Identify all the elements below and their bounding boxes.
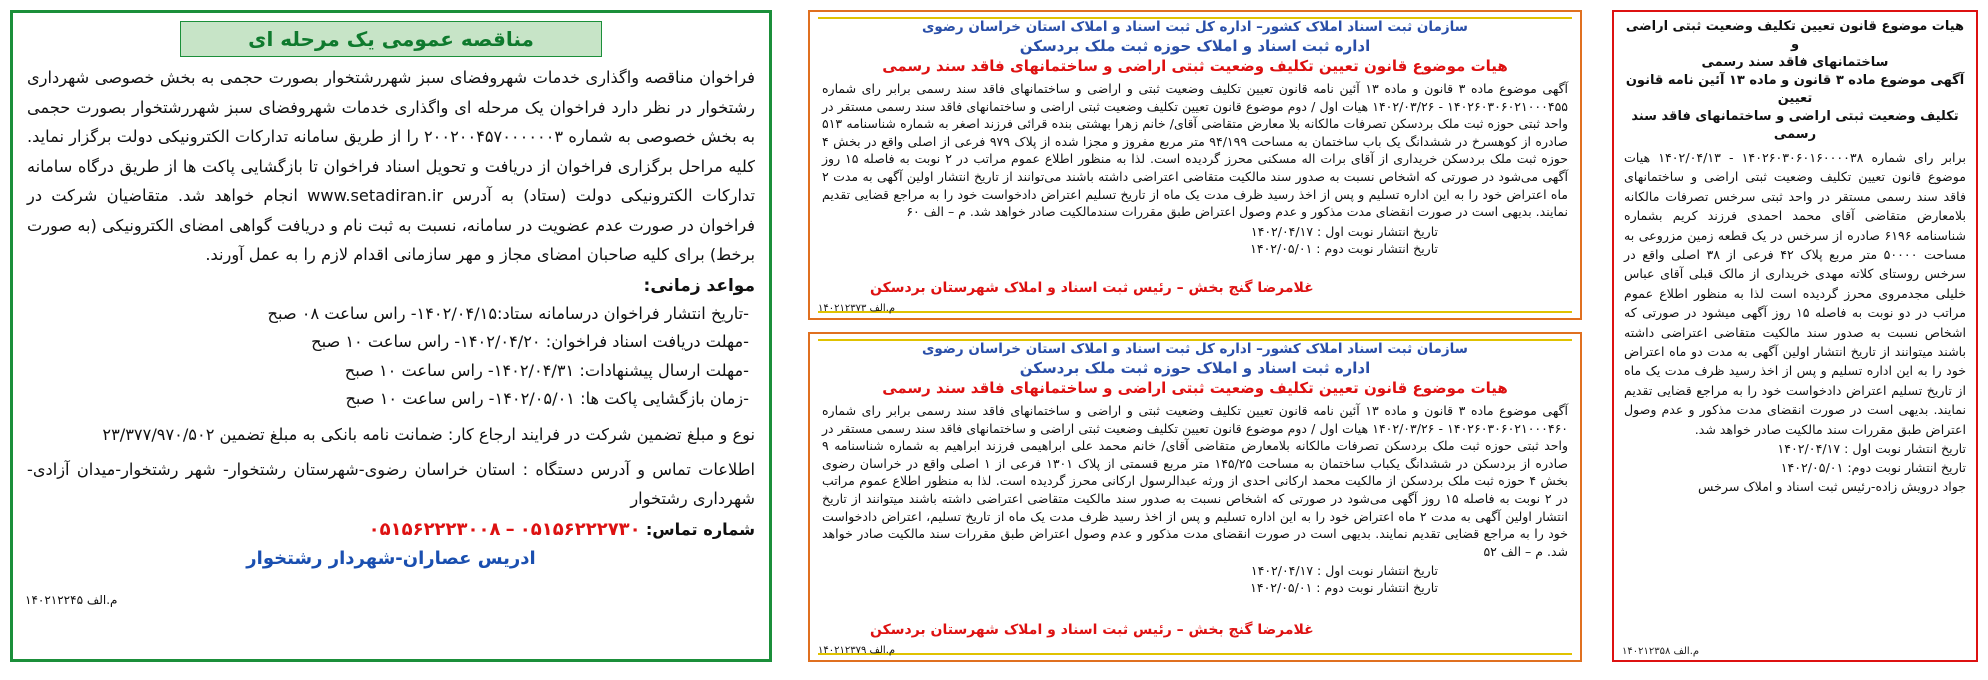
tender-body-part1: فراخوان مناقصه واگذاری خدمات شهروفضای سبز شهررشتخوار بصورت حجمی به بخش خصوصی شهرداری رشتخوار در نظر دارد فراخوان یک مرحله ای واگذاری خدمات شهروفضای سبز شهررشتخوار بصورت حجمی به بخش خصوصی به شماره ۲۰۰۲۰۰۴۵۷۰۰۰۰۰۰۳ را از طریق سامانه تدارکات الکترونیکی دولت برگزار نماید. کلیه مراحل برگزاری فراخوان از دریافت و تحویل اسناد فراخوان تا بازگشایی پاکت ها از طریق درگاه سامانه تدارکات الکترونیکی دولت (ستاد) به آدرس [27,68,756,205]
board-line: هیات موضوع قانون تعیین تکلیف وضعیت ثبتی اراضی و ساختمانهای فاقد سند رسمی [882,57,1508,75]
notice-code: ۱۴۰۲۱۲۲۴۵ م.الف [25,593,118,607]
mayor-signature: ادریس عصاران-شهردار رشتخوار [246,547,536,569]
publish-date-first: تاریخ انتشار نوبت اول : ۱۴۰۲/۰۴/۱۷ [1250,563,1438,579]
notice-body: آگهی موضوع ماده ۳ قانون و ماده ۱۳ آئین نامه قانون تعیین تکلیف وضعیت ثبتی و اراضی و ساختمانهای فاقد سند رسمی برابر رای شماره ۱۴۰۲۶۰۳۰۶۰۲۱۰۰۰۴۵۵ - ۱۴۰۲/۰۳/۲۶ هیات اول / دوم موضوع قانون تعیین تکلیف وضعیت ثبتی اراضی و ساختمانهای فاقد سند رسمی مستقر در واحد ثبتی حوزه ثبت ملک بردسکن تصرفات مالکانه بلا معارض متقاضی آقای/ خانم زهرا بهشتی بنده قرائی فرزند اصغر به شماره شناسنامه ۵۱۳ صادره از کوهسرخ در ششدانگ یک باب ساختمان به مساحت ۹۴/۱۹۹ متر مربع مفروز و مجزا شده از پلاک ۹۷۹ فرعی از اصلی واقع در بخش ۴ حوزه ثبت ملک بردسکن خریداری از آقای برات اله مسکنی محرز گردیده است. لذا به منظور اطلاع عموم مراتب در ۲ نوبت به فاصله ۱۵ روز آگهی می‌شود در صورتی که اشخاص نسبت به صدور سند مالکیت متقاضی اعتراضی داشته باشند می‌توانند از تاریخ انتشار اولین آگهی به مدت ۲ ماه اعتراض خود را به این اداره تسلیم و پس از اخذ رسید ظرف مدت یک ماه از تاریخ تسلیم اعتراض دادخواست خود را به مراجع قضایی تقدیم نمایند. بدیهی است در صورت انقضای مدت مذکور و عدم وصول اعتراض طبق مقررات سندمالکیت صادر خواهد شد. م – الف ۶۰ [822,81,1569,220]
notice-code: ۱۴۰۲۱۲۳۷۹ م.الف [818,645,896,656]
tender-title: مناقصه عمومی یک مرحله ای [180,21,602,57]
tender-body [27,63,755,270]
notice-code: ۱۴۰۲۱۲۳۵۸ م.الف [1622,646,1700,657]
notice-heading-line: آگهی موضوع ماده ۳ قانون و ماده ۱۳ آئین نامه قانون تعیین [1625,73,1965,106]
phone-label: شماره تماس: [645,519,755,539]
notice-body: آگهی موضوع ماده ۳ قانون و ماده ۱۳ آئین نامه قانون تعیین تکلیف وضعیت ثبتی و اراضی و ساختمانهای فاقد سند رسمی برابر رای شماره ۱۴۰۲۶۰۳۰۶۰۲۱۰۰۰۴۶۰ - ۱۴۰۲/۰۳/۲۶ هیات اول / دوم موضوع قانون تعیین تکلیف وضعیت ثبتی اراضی و ساختمانهای فاقد سند رسمی مستقر در واحد ثبتی حوزه ثبت ملک بردسکن تصرفات مالکانه بلامعارض متقاضی آقای/ خانم محمد علی ابراهیمی فرزند ابراهیم به شماره شناسنامه ۹ صادره از بردسکن در ششدانگ یکباب ساختمان به مساحت ۱۴۵/۲۵ متر مربع قسمتی از پلاک ۱۳۰۱ فرعی از ۱ اصلی واقع در خراسان رضوی بخش ۴ حوزه ثبت ملک بردسکن از مالکیت محمد ارکانی احدی از ورثه عبدالرسول ارکانی محرز گردیده است. لذا به منظور اطلاع عموم مراتب در ۲ نوبت به فاصله ۱۵ روز آگهی می‌شود در صورتی که اشخاص نسبت به صدور سند مالکیت متقاضی اعتراضی داشته باشند میتوانند از تاریخ انتشار اولین آگهی به مدت ۲ ماه اعتراض خود را به این اداره تسلیم و پس از اخذ رسید ظرف مدت یک ماه از تاریخ تسلیم، اعتراض دادخواست خود را به مراجع قضایی تقدیم نمایند. بدیهی است در صورت انقضای مدت مذکور و عدم وصول اعتراض طبق مقررات سند مالکیت صادر خواهد شد. م – الف ۵۲ [822,403,1569,559]
office-line: اداره ثبت اسناد و املاک حوزه ثبت ملک بردسکن [1019,37,1371,55]
publish-date-second: تاریخ انتشار نوبت دوم: ۱۴۰۲/۰۵/۰۱ [1780,460,1966,476]
setad-url-link[interactable]: www.setadiran.ir [307,186,444,205]
notice-bardaskan-2 [808,332,1582,662]
schedule-item: -زمان بازگشایی پاکت ها: ۱۴۰۲/۰۵/۰۱- راس ساعت ۱۰ صبح [345,389,749,408]
notice-sarakhs [1612,10,1978,662]
notice-signature: غلامرضا گنج بخش – رئیس ثبت اسناد و املاک شهرستان بردسکن [870,280,1314,296]
schedule-item: -مهلت دریافت اسناد فراخوان: ۱۴۰۲/۰۴/۲۰- راس ساعت ۱۰ صبح [311,332,749,351]
publish-date-second: تاریخ انتشار نوبت دوم : ۱۴۰۲/۰۵/۰۱ [1250,580,1438,596]
notice-signature: جواد درویش زاده-رئیس ثبت اسناد و املاک سرخس [1698,479,1966,495]
notice-code: ۱۴۰۲۱۲۳۷۳ م.الف [818,303,896,314]
tender-body-part2: انجام خواهد شد. متقاضیان شرکت در فراخوان در صورت عدم عضویت در سامانه، نسبت به ثبت نام و دریافت گواهی امضای الکترونیکی (به صورت برخط) برای کلیه صاحبان امضای مجاز و مهر سازمانی اقدام لازم را به عمل آورند. [27,186,755,264]
phone-number[interactable]: ۰۵۱۵۶۲۲۲۷۳۰ [519,518,641,540]
board-line: هیات موضوع قانون تعیین تکلیف وضعیت ثبتی اراضی و ساختمانهای فاقد سند رسمی [882,379,1508,397]
schedule-item: -تاریخ انتشار فراخوان درسامانه ستاد:۱۴۰۲/۰۴/۱۵- راس ساعت ۰۸ صبح [267,303,749,323]
publish-date-first: تاریخ انتشار نوبت اول : ۱۴۰۲/۰۴/۱۷ [1777,441,1966,457]
schedule-title: مواعد زمانی: [643,275,755,296]
notice-body: برابر رای شماره ۱۴۰۲۶۰۳۰۶۰۱۶۰۰۰۰۳۸ - ۱۴۰۲/۰۴/۱۳ هیات موضوع قانون تعیین تکلیف وضعیت ثبتی اراضی و ساختمانهای فاقد سند رسمی مستقر در واحد ثبتی سرخس تصرفات مالکانه بلامعارض متقاضی آقای محمد احمدی فرزند کریم بشماره شناسنامه ۶۱۹۶ صادره از سرخس در یک قطعه زمین مزروعی به مساحت ۵۰۰۰۰ متر مربع پلاک ۴۲ فرعی از ۳۸ اصلی واقع در سرخس روستای کلاته مهدی خریداری از مالک قبلی آقای عباس خلیلی مجدمروی محرز گردیده است لذا به منظور اطلاع عموم مراتب در دو نوبت به فاصله ۱۵ روز آگهی میشود در صورتی که اشخاص نسبت به صدور سند مالکیت متقاضی اعتراضی داشته باشند میتوانند از تاریخ انتشار اولین آگهی به مدت دو ماه اعتراض خود را به این اداره تسلیم و پس از اخذ رسید ظرف مدت یک ماه از تاریخ تسلیم اعتراض دادخواست خود را به مراجع قضایی تقدیم نمایند. بدیهی است در صورت انقضای مدت مذکور و عدم وصول اعتراض طبق مقررات سند مالکیت صادر خواهد شد. [1624,150,1966,437]
org-line: سازمان ثبت اسناد املاک کشور– اداره کل ثبت اسناد و املاک استان خراسان رضوی [922,341,1468,357]
notice-bardaskan-1 [808,10,1582,320]
publish-date-second: تاریخ انتشار نوبت دوم : ۱۴۰۲/۰۵/۰۱ [1250,240,1438,256]
schedule-item: -مهلت ارسال پیشنهادات: ۱۴۰۲/۰۴/۳۱- راس ساعت ۱۰ صبح [344,360,749,380]
contact-text: اطلاعات تماس و آدرس دستگاه : استان خراسان رضوی-شهرستان رشتخوار- شهر رشتخوار-میدان آزادی-شهرداری رشتخوار [27,459,755,508]
phone-line [27,515,755,544]
notice-signature: غلامرضا گنج بخش – رئیس ثبت اسناد و املاک شهرستان بردسکن [870,622,1314,638]
guarantee-text: نوع و مبلغ تضمین شرکت در فرایند ارجاع کار: ضمانت نامه بانکی به مبلغ تضمین ۲۳/۳۷۷/۹۷۰/۵۰۲ [102,424,755,444]
notice-heading-line: ساختمانهای فاقد سند رسمی [1701,55,1889,70]
notice-heading-line: تکلیف وضعیت ثبتی اراضی و ساختمانهای فاقد سند رسمی [1631,109,1959,142]
office-line: اداره ثبت اسناد و املاک حوزه ثبت ملک بردسکن [1019,359,1371,377]
tender-notice-roshtkhar [10,10,772,662]
org-line: سازمان ثبت اسناد املاک کشور– اداره کل ثبت اسناد و املاک استان خراسان رضوی [922,19,1468,35]
phone-separator: – [505,518,515,540]
publish-date-first: تاریخ انتشار نوبت اول : ۱۴۰۲/۰۴/۱۷ [1250,223,1438,239]
phone-number[interactable]: ۰۵۱۵۶۲۲۲۳۰۰۸ [368,518,501,540]
notice-heading-line: هیات موضوع قانون تعیین تکلیف وضعیت ثبتی اراضی و [1625,19,1965,52]
